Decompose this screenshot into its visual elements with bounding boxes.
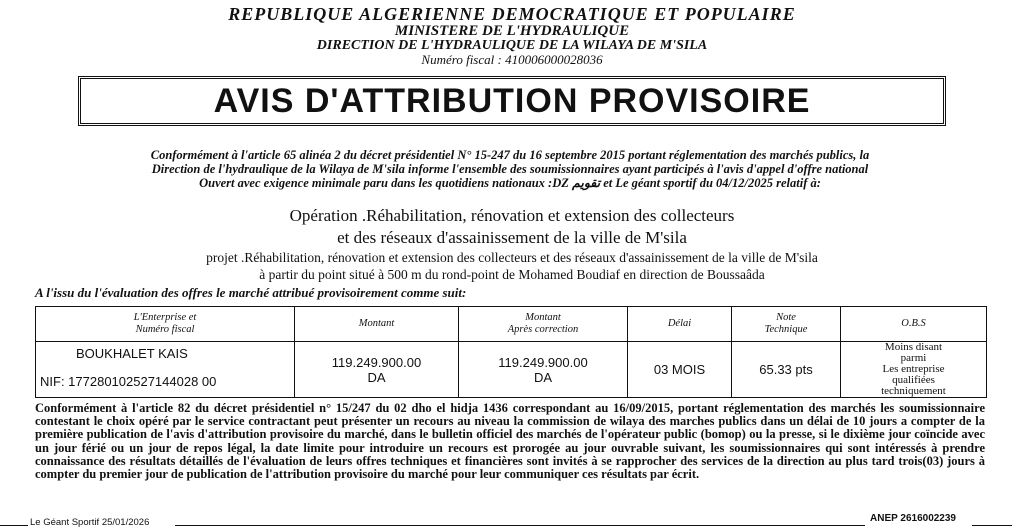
cell-entreprise <box>36 342 295 398</box>
title-box <box>78 76 946 126</box>
bottom-rule-left <box>0 525 28 526</box>
obs-line-4: qualifiées <box>892 374 935 386</box>
table-row <box>36 342 987 398</box>
intro-paragraph: Conformément à l'article 65 alinéa 2 du décret présidentiel N° 15-247 du 16 septembre 2015 portant réglementation des marchés publics, la Direction de l'hydraulique de la Wilaya de M'sila informe l'ensemble des soumissionnaires ayant participés à l'avis d'appel d'offre national Ouvert avec exigence minimale paru dans les quotidiens nationaux :DZ تقويم et Le géant sportif du 04/12/2025 relatif à: <box>150 148 870 190</box>
project-line-1: projet .Réhabilitation, rénovation et extension des collecteurs et des réseaux d'assainissement de la ville de M'sila <box>206 250 818 265</box>
header-entreprise-line-1: L'Enterprise et <box>133 312 197 323</box>
evaluation-statement: A l'issu du l'évaluation des offres le marché attribué provisoirement comme suit: <box>35 285 467 300</box>
cell-note: 65.33 pts <box>732 342 841 398</box>
header-montant-apres-line-2: Après correction <box>507 324 579 335</box>
montant-apres-value: 119.249.900.00 <box>498 354 588 370</box>
table-header-row <box>36 307 987 342</box>
obs-line-2: parmi <box>900 352 927 364</box>
bottom-rule-middle <box>175 525 865 526</box>
montant-value: 119.249.900.00 <box>331 354 422 370</box>
montant-unit: DA <box>367 369 386 385</box>
entreprise-name: BOUKHALET KAIS <box>76 346 188 361</box>
header-montant-apres-line-1: Montant <box>525 312 561 323</box>
notice-title: AVIS D'ATTRIBUTION PROVISOIRE <box>213 81 811 120</box>
header-fiscal-number: Numéro fiscal : 410006000028036 <box>421 52 603 67</box>
header-note <box>732 307 841 342</box>
obs-line-5: techniquement <box>881 385 946 397</box>
project-line-2: à partir du point situé à 500 m du rond-point de Mohamed Boudiaf en direction de Boussaâda <box>259 267 765 282</box>
obs-line-1: Moins disant <box>884 341 943 353</box>
header-delai: Délai <box>628 307 732 342</box>
header-entreprise-line-2: Numéro fiscal <box>135 324 195 335</box>
recourse-paragraph: Conformément à l'article 82 du décret présidentiel n° 15/247 du 02 dho el hidja 1436 correspondant au 16/09/2015, portant réglementation des marchés les soumissionnaire contestant le choix opéré par le service contractant peut présenter un recours au niveau la commission de wilaya des marches publics dans un délai de 10 jours a compter de la première publication de l'avis d'attribution provisoire du marché, dans le bulletin officiel des marchés de l'opérateur public (bomop) ou la presse, si le dixième jour coïncide avec un jour férié ou un jour de repos légal, la date limite pour introduire un recours est prorogée au jour ouvrable suivant, les soumissionnaires qui sont intéressés à prendre connaissance des résultats détaillés de l'évaluation de leurs offres techniques et financières sont invités à se rapprocher des services de la direction au plus tard trois(03) jours à compter du premier jour de publication de l'attribution provisoire du marché pour leur communiquer ces résultats par écrit. <box>35 401 985 482</box>
header-note-line-2: Technique <box>764 324 808 335</box>
header-ministry: MINISTERE DE L'HYDRAULIQUE <box>394 23 630 39</box>
header-montant: Montant <box>295 307 459 342</box>
cell-montant-apres <box>459 342 628 398</box>
header-obs: O.B.S <box>841 307 987 342</box>
header-direction: DIRECTION DE L'HYDRAULIQUE DE LA WILAYA DE M'SILA <box>316 38 708 53</box>
operation-line-1: Opération .Réhabilitation, rénovation et extension des collecteurs <box>289 206 735 225</box>
cell-delai: 03 MOIS <box>628 342 732 398</box>
anep-reference: ANEP 2616002239 <box>870 513 956 524</box>
cell-obs <box>841 342 987 398</box>
entreprise-nif: NIF: 177280102527144028 00 <box>40 374 217 389</box>
obs-line-3: Les entreprise <box>882 363 945 375</box>
header-republic: REPUBLIQUE ALGERIENNE DEMOCRATIQUE ET POPULAIRE <box>228 4 796 24</box>
montant-apres-unit: DA <box>533 369 553 385</box>
cell-montant <box>295 342 459 398</box>
header-entreprise <box>36 307 295 342</box>
attribution-table <box>35 306 987 398</box>
header-note-line-1: Note <box>776 312 796 323</box>
bottom-rule-right <box>972 525 1012 526</box>
operation-line-2: et des réseaux d'assainissement de la ville de M'sila <box>337 228 687 247</box>
header-montant-apres <box>459 307 628 342</box>
publication-credit: Le Géant Sportif 25/01/2026 <box>30 517 150 528</box>
